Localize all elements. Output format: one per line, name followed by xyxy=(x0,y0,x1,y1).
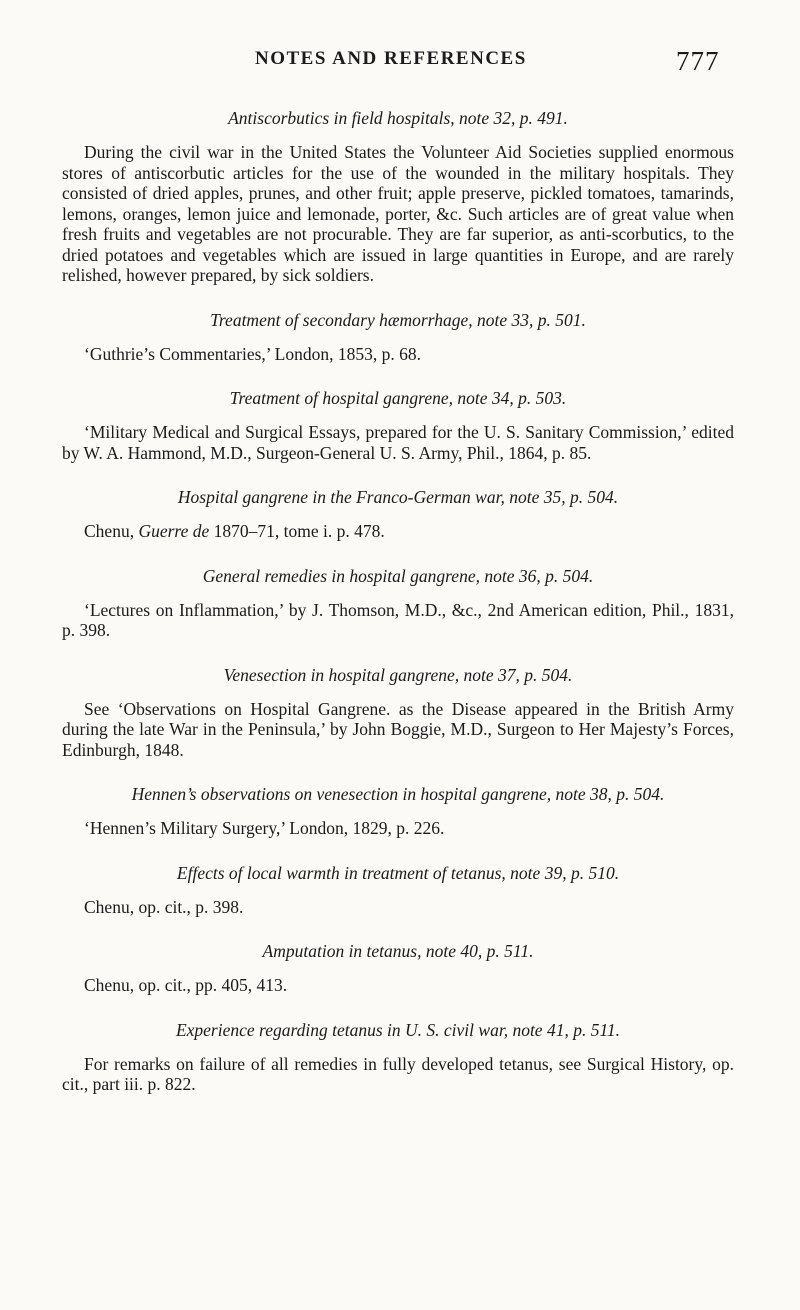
page-body xyxy=(62,106,734,1117)
section-body: During the civil war in the United States the Volunteer Aid Societies supplied enormous stores of antiscorbutic articles for the use of the wounded in the military hospitals. They consisted of dried apples, prunes, and other fruit; apple preserve, pickled tomatoes, tamarinds, lemons, oranges, lemon juice and lemonade, porter, &c. Such articles are of great value when fresh fruits and vegetables are not procurable. They are far superior, as anti-scorbutics, to the dried potatoes and vegetables which are issued in large quantities in Europe, and are rarely relished, however prepared, by sick soldiers. xyxy=(62,142,734,285)
reference-text: ‘Military Medical and Surgical Essays, prepared for the U. S. Sanitary Commission,’ edited by W. A. Hammond, M.D., Surgeon-General U. S. Army, Phil., 1864, p. 85. xyxy=(62,422,734,463)
section-heading: Hennen’s observations on venesection in hospital gangrene, note 38, p. 504. xyxy=(131,784,665,804)
reference-text-part: Chenu, xyxy=(84,521,139,541)
reference-text: ‘Hennen’s Military Surgery,’ London, 1829, p. 226. xyxy=(84,818,445,838)
running-head: NOTES AND REFERENCES xyxy=(255,48,527,69)
section-heading: Experience regarding tetanus in U. S. civil war, note 41, p. 511. xyxy=(175,1019,621,1040)
reference-text: Chenu, op. cit., p. 398. xyxy=(84,896,244,917)
reference-text: For remarks on failure of all remedies in fully developed tetanus, see Surgical History, op. cit., part iii. p. 822. xyxy=(62,1053,734,1094)
reference-text: ‘Guthrie’s Commentaries,’ London, 1853, p. 68. xyxy=(84,343,421,364)
reference-text: ‘Lectures on Inflammation,’ by J. Thomson, M.D., &c., 2nd American edition, Phil., 1831, p. 398. xyxy=(62,599,734,640)
section-heading: Amputation in tetanus, note 40, p. 511. xyxy=(262,941,534,961)
reference-italic-title: Guerre de xyxy=(138,521,210,541)
reference-text: Chenu, op. cit., pp. 405, 413. xyxy=(84,975,288,995)
section-heading: Antiscorbutics in field hospitals, note 32, p. 491. xyxy=(228,108,568,128)
reference-text: See ‘Observations on Hospital Gangrene. as the Disease appeared in the British Army during the late War in the Peninsula,’ by John Boggie, M.D., Surgeon to Her Majesty’s Forces, Edinburgh, 1848. xyxy=(62,698,734,760)
page-number: 777 xyxy=(676,46,720,76)
page-header xyxy=(0,46,800,86)
reference-text xyxy=(62,521,734,542)
section-heading: Effects of local warmth in treatment of tetanus, note 39, p. 510. xyxy=(176,862,620,883)
reference-text-part: 1870–71, tome i. p. 478. xyxy=(209,521,385,541)
section-heading: General remedies in hospital gangrene, note 36, p. 504. xyxy=(202,565,594,586)
section-heading: Treatment of hospital gangrene, note 34, p. 503. xyxy=(229,388,567,408)
section-heading: Hospital gangrene in the Franco-German war, note 35, p. 504. xyxy=(177,487,619,507)
section-heading: Treatment of secondary hæmorrhage, note 33, p. 501. xyxy=(210,309,586,330)
section-heading: Venesection in hospital gangrene, note 37, p. 504. xyxy=(223,664,573,685)
